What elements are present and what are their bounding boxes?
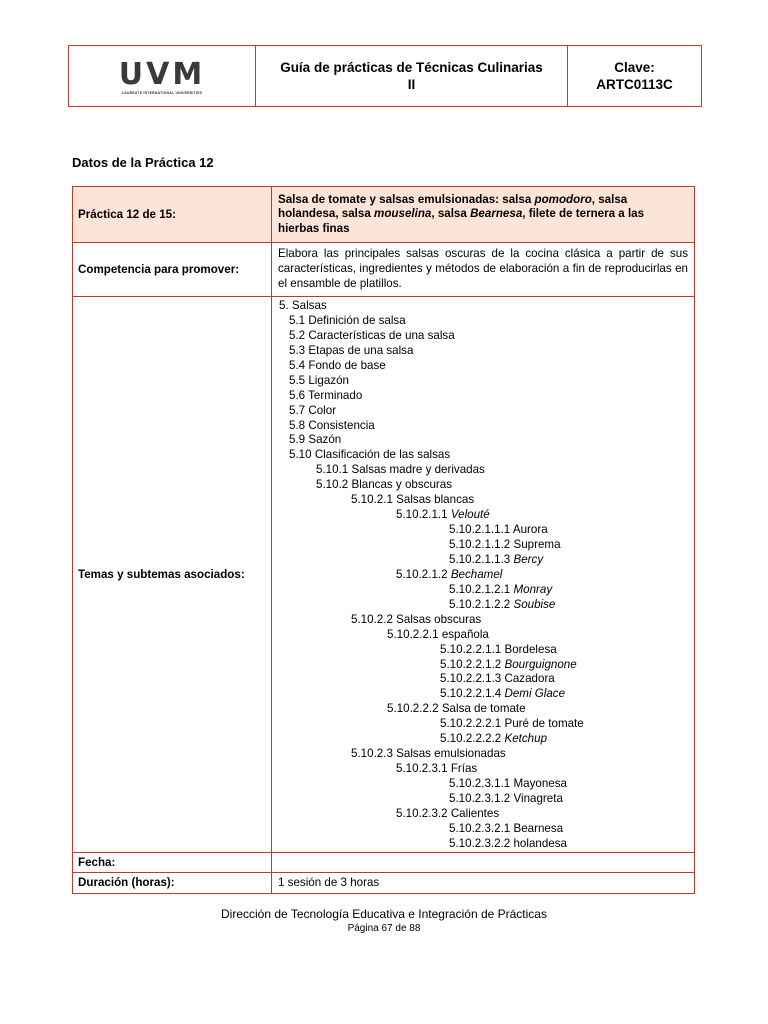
- topic-item: [272, 687, 688, 702]
- topic-text: española: [441, 627, 489, 641]
- topic-number: 5.10.2: [316, 478, 349, 492]
- topic-item: [272, 762, 688, 777]
- topic-text: Monray: [513, 582, 553, 596]
- topic-number: 5.10.1: [316, 463, 349, 477]
- topic-item: [272, 374, 688, 389]
- topic-number: 5.10.2.2.2: [387, 702, 439, 716]
- competencia-text: Elabora las principales salsas oscuras de la cocina clásica a partir de sus características, ingredientes y métodos de elaboración a fin de reproducirlas en el ensamble de platillos.: [272, 243, 695, 297]
- topic-item: [272, 404, 688, 419]
- topic-text: Puré de tomate: [504, 717, 584, 731]
- topic-item: [272, 344, 688, 359]
- topic-text: Ligazón: [308, 373, 349, 387]
- topic-item: [272, 493, 688, 508]
- topic-text: Consistencia: [308, 418, 375, 432]
- practica-title-part: Bearnesa: [470, 207, 523, 221]
- row-practica: [73, 187, 695, 243]
- topic-number: 5.2: [289, 328, 306, 342]
- practica-title-part: pomodoro: [534, 192, 592, 206]
- topic-number: 5.10.2.3.2.2: [449, 836, 511, 850]
- topic-text: Color: [308, 403, 337, 417]
- topic-number: 5.10.2.2.2.1: [440, 717, 502, 731]
- clave-label: Clave:: [614, 60, 655, 75]
- topic-text: Definición de salsa: [308, 313, 406, 327]
- topic-item: [272, 613, 688, 628]
- topic-number: 5.9: [289, 433, 306, 447]
- topic-item: [272, 553, 688, 568]
- topic-item: [272, 807, 688, 822]
- practica-title-part: , filete de ternera a las hierbas finas: [278, 207, 645, 235]
- topic-number: 5.10.2.3.1: [396, 762, 448, 776]
- topic-number: 5.10.2.2.1: [387, 627, 439, 641]
- temas-label: Temas y subtemas asociados:: [73, 297, 272, 853]
- topic-text: holandesa: [513, 836, 567, 850]
- topic-item: [272, 329, 688, 344]
- practica-title-part: , salsa: [431, 207, 471, 221]
- topic-number: 5.10.2.2.2.2: [440, 732, 502, 746]
- practica-title-part: , salsa holandesa, salsa: [278, 192, 628, 221]
- document-title-line1: Guía de prácticas de Técnicas Culinarias: [280, 60, 543, 75]
- topic-text: Aurora: [512, 523, 548, 537]
- topic-text: Velouté: [450, 508, 490, 522]
- topic-text: Bordelesa: [504, 642, 557, 656]
- topic-item: [272, 717, 688, 732]
- topic-item: [272, 463, 688, 478]
- topic-text: Soubise: [513, 597, 556, 611]
- topic-text: Salsas emulsionadas: [396, 747, 506, 761]
- topic-item: [272, 702, 688, 717]
- topic-number: 5.7: [289, 403, 306, 417]
- topic-item: [272, 523, 688, 538]
- fecha-value: [272, 852, 695, 872]
- topic-number: 5.10: [289, 448, 312, 462]
- document-header: [68, 45, 702, 107]
- competencia-label: Competencia para promover:: [73, 243, 272, 297]
- topic-number: 5.10.2.1.2: [396, 567, 448, 581]
- topic-text: Bercy: [513, 552, 544, 566]
- topic-number: 5.10.2.3.2.1: [449, 821, 511, 835]
- row-competencia: [73, 243, 695, 297]
- topic-number: 5.4: [289, 358, 306, 372]
- row-fecha: [73, 852, 695, 872]
- topic-number: 5.6: [289, 388, 306, 402]
- topic-item: [272, 747, 688, 762]
- topic-item: [272, 359, 688, 374]
- topic-item: [272, 299, 688, 314]
- topic-number: 5.10.2.2.1.4: [440, 687, 502, 701]
- topic-number: 5.10.2.1.1.1: [449, 523, 511, 537]
- row-temas: [73, 297, 695, 853]
- topic-text: Salsas obscuras: [396, 612, 482, 626]
- fecha-label: Fecha:: [73, 852, 272, 872]
- topic-number: 5.10.2.1.1.2: [449, 538, 511, 551]
- topic-text: Vinagreta: [513, 791, 563, 805]
- topic-number: 5.10.2.1: [351, 493, 393, 507]
- topic-text: Terminado: [308, 388, 363, 402]
- topic-number: 5.10.2.3.1.1: [449, 777, 511, 790]
- topic-text: Clasificación de las salsas: [314, 448, 451, 462]
- practice-data-table: [72, 186, 695, 894]
- topic-number: 5.8: [289, 418, 306, 432]
- topic-text: Etapas de una salsa: [308, 343, 414, 357]
- topic-number: 5.10.2.1.2.2: [449, 597, 511, 611]
- topic-number: 5.10.2.1.1.3: [449, 552, 511, 566]
- topic-number: 5.10.2.2.1.2: [440, 657, 502, 671]
- uvm-logo-subtext: LAUREATE INTERNATIONAL UNIVERSITIES: [121, 90, 203, 95]
- topic-item: [272, 777, 688, 792]
- topic-number: 5.10.2.3.1.2: [449, 791, 511, 805]
- topic-item: [272, 478, 688, 493]
- topic-item: [272, 658, 688, 673]
- topic-number: 5.10.2.2.1.1: [440, 642, 502, 656]
- topic-text: Blancas y obscuras: [351, 478, 452, 492]
- topic-item: [272, 508, 688, 523]
- topic-text: Mayonesa: [513, 777, 567, 790]
- topic-item: [272, 672, 688, 687]
- topic-number: 5.1: [289, 313, 306, 327]
- duracion-label: Duración (horas):: [73, 872, 272, 893]
- topic-item: [272, 598, 688, 613]
- topic-text: Cazadora: [504, 672, 555, 686]
- topic-number: 5.10.2.3: [351, 747, 393, 761]
- topic-item: [272, 792, 688, 807]
- topic-text: Bearnesa: [513, 821, 564, 835]
- logo-cell: [69, 46, 256, 107]
- clave-cell: [568, 46, 702, 107]
- duracion-value: 1 sesión de 3 horas: [272, 872, 695, 893]
- topic-text: Características de una salsa: [308, 328, 455, 342]
- topic-item: [272, 583, 688, 598]
- footer-page-number: Página 67 de 88: [347, 923, 421, 934]
- footer-department: Dirección de Tecnología Educativa e Integración de Prácticas: [221, 907, 547, 921]
- row-duracion: [73, 872, 695, 893]
- temas-list: [272, 297, 695, 853]
- topic-text: Salsas: [291, 299, 327, 312]
- clave-value: ARTC0113C: [596, 77, 673, 92]
- topic-number: 5.10.2.2: [351, 612, 393, 626]
- topic-number: 5.3: [289, 343, 306, 357]
- topic-item: [272, 433, 688, 448]
- topic-text: Salsas blancas: [396, 493, 475, 507]
- practica-label: Práctica 12 de 15:: [73, 187, 272, 243]
- practica-title: [272, 187, 695, 243]
- topic-number: 5.10.2.1.2.1: [449, 582, 511, 596]
- topic-text: Demi Glace: [504, 687, 566, 701]
- topic-text: Bourguignone: [504, 657, 577, 671]
- topic-number: 5.: [279, 299, 289, 312]
- topic-text: Frías: [450, 762, 478, 776]
- topic-item: [272, 538, 688, 553]
- document-title: [256, 46, 568, 107]
- topic-text: Calientes: [450, 806, 500, 820]
- topic-number: 5.10.2.3.2: [396, 806, 448, 820]
- section-heading: Datos de la Práctica 12: [72, 155, 214, 170]
- topic-item: [272, 643, 688, 658]
- topic-number: 5.5: [289, 373, 306, 387]
- topic-text: Bechamel: [450, 567, 503, 581]
- topic-item: [272, 628, 688, 643]
- topic-text: Salsa de tomate: [441, 702, 526, 716]
- topic-text: Salsas madre y derivadas: [351, 463, 485, 477]
- topic-item: [272, 822, 688, 837]
- practica-title-part: Salsa de tomate y salsas emulsionadas: salsa: [278, 192, 535, 206]
- topic-text: Ketchup: [504, 732, 548, 746]
- topic-text: Suprema: [513, 538, 561, 551]
- practica-title-part: mouselina: [374, 207, 432, 221]
- topic-number: 5.10.2.2.1.3: [440, 672, 502, 686]
- topic-item: [272, 448, 688, 463]
- topic-text: Sazón: [308, 433, 342, 447]
- topic-item: [272, 419, 688, 434]
- uvm-logo: UVM: [118, 56, 206, 92]
- topic-text: Fondo de base: [308, 358, 386, 372]
- topic-number: 5.10.2.1.1: [396, 508, 448, 522]
- document-title-line2: II: [407, 77, 416, 92]
- topic-item: [272, 837, 688, 852]
- topic-item: [272, 732, 688, 747]
- topic-item: [272, 568, 688, 583]
- topic-item: [272, 389, 688, 404]
- topic-item: [272, 314, 688, 329]
